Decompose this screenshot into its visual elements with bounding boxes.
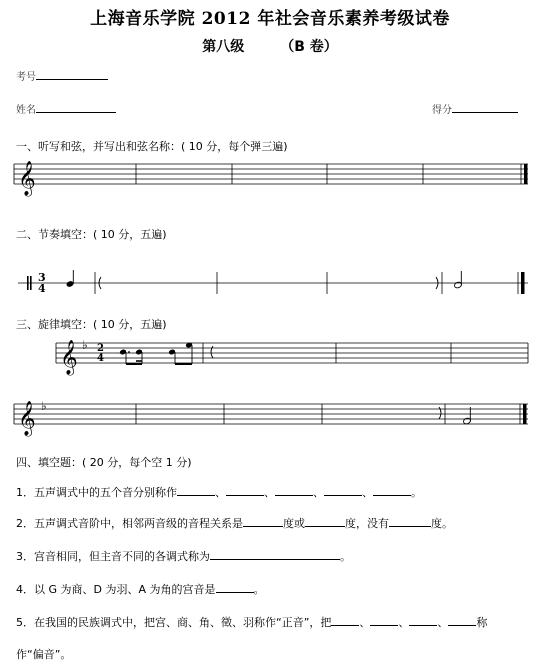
answer-blank[interactable] [370, 614, 398, 626]
answer-blank[interactable] [409, 614, 437, 626]
answer-blank[interactable] [210, 548, 340, 560]
answer-blank[interactable] [373, 484, 411, 496]
section-1-heading: 一、听写和弦，并写出和弦名称：( 10 分，每个弹三遍) [16, 140, 288, 153]
treble-clef-icon: 𝄞 [18, 161, 36, 196]
time-sig-bottom: 4 [97, 353, 104, 364]
question-4: 4．以 G 为商、D 为羽、A 为角的宫音是 。 [16, 583, 265, 596]
question-1: 1．五声调式中的五个音分别称作 、 、 、 、 。 [16, 486, 422, 499]
level-label: 第八级 [202, 39, 245, 55]
final-barline [523, 404, 527, 424]
paper-label: （B 卷） [280, 39, 338, 55]
question-5-continued: 作“偏音”。 [16, 648, 72, 661]
staff-2-rhythm [18, 270, 528, 295]
exam-no-label: 考号 [16, 72, 36, 83]
answer-blank[interactable] [305, 515, 345, 527]
section-3-heading: 三、旋律填空：( 10 分，五遍) [16, 318, 167, 331]
exam-title: 上海音乐学院 2012 年社会音乐素养考级试卷 [90, 9, 450, 29]
score-label: 得分 [432, 105, 452, 116]
staff-3-melody [56, 338, 528, 376]
treble-clef-icon: 𝄞 [60, 340, 78, 375]
time-sig-top: 2 [97, 343, 104, 354]
answer-blank[interactable] [226, 484, 264, 496]
answer-blank[interactable] [331, 614, 359, 626]
final-barline [521, 272, 525, 294]
question-2: 2．五声调式音阶中，相邻两音级的音程关系是 度或 度，没有 度。 [16, 517, 453, 530]
name-label: 姓名 [16, 105, 36, 116]
answer-blank[interactable] [216, 581, 254, 593]
answer-blank[interactable] [243, 515, 283, 527]
answer-blank[interactable] [324, 484, 362, 496]
answer-blank[interactable] [177, 484, 215, 496]
answer-blank[interactable] [389, 515, 431, 527]
treble-clef-icon: 𝄞 [18, 401, 36, 436]
section-4-heading: 四、填空题：( 20 分，每个空 1 分) [16, 456, 192, 469]
answer-blank[interactable] [448, 614, 476, 626]
staff-4-melody [14, 399, 528, 437]
section-2-heading: 二、节奏填空：( 10 分，五遍) [16, 228, 167, 241]
time-sig-bottom: 4 [38, 282, 46, 295]
question-3: 3．宫音相同，但主音不同的各调式称为 。 [16, 550, 351, 563]
flat-icon: ♭ [41, 399, 47, 413]
time-sig-top: 3 [38, 271, 46, 284]
staff-1 [14, 161, 528, 197]
answer-blank[interactable] [275, 484, 313, 496]
final-barline [524, 164, 528, 184]
question-5: 5．在我国的民族调式中，把宫、商、角、徵、羽称作“正音”，把 、 、 、 称 [16, 616, 488, 629]
flat-icon: ♭ [82, 338, 88, 352]
